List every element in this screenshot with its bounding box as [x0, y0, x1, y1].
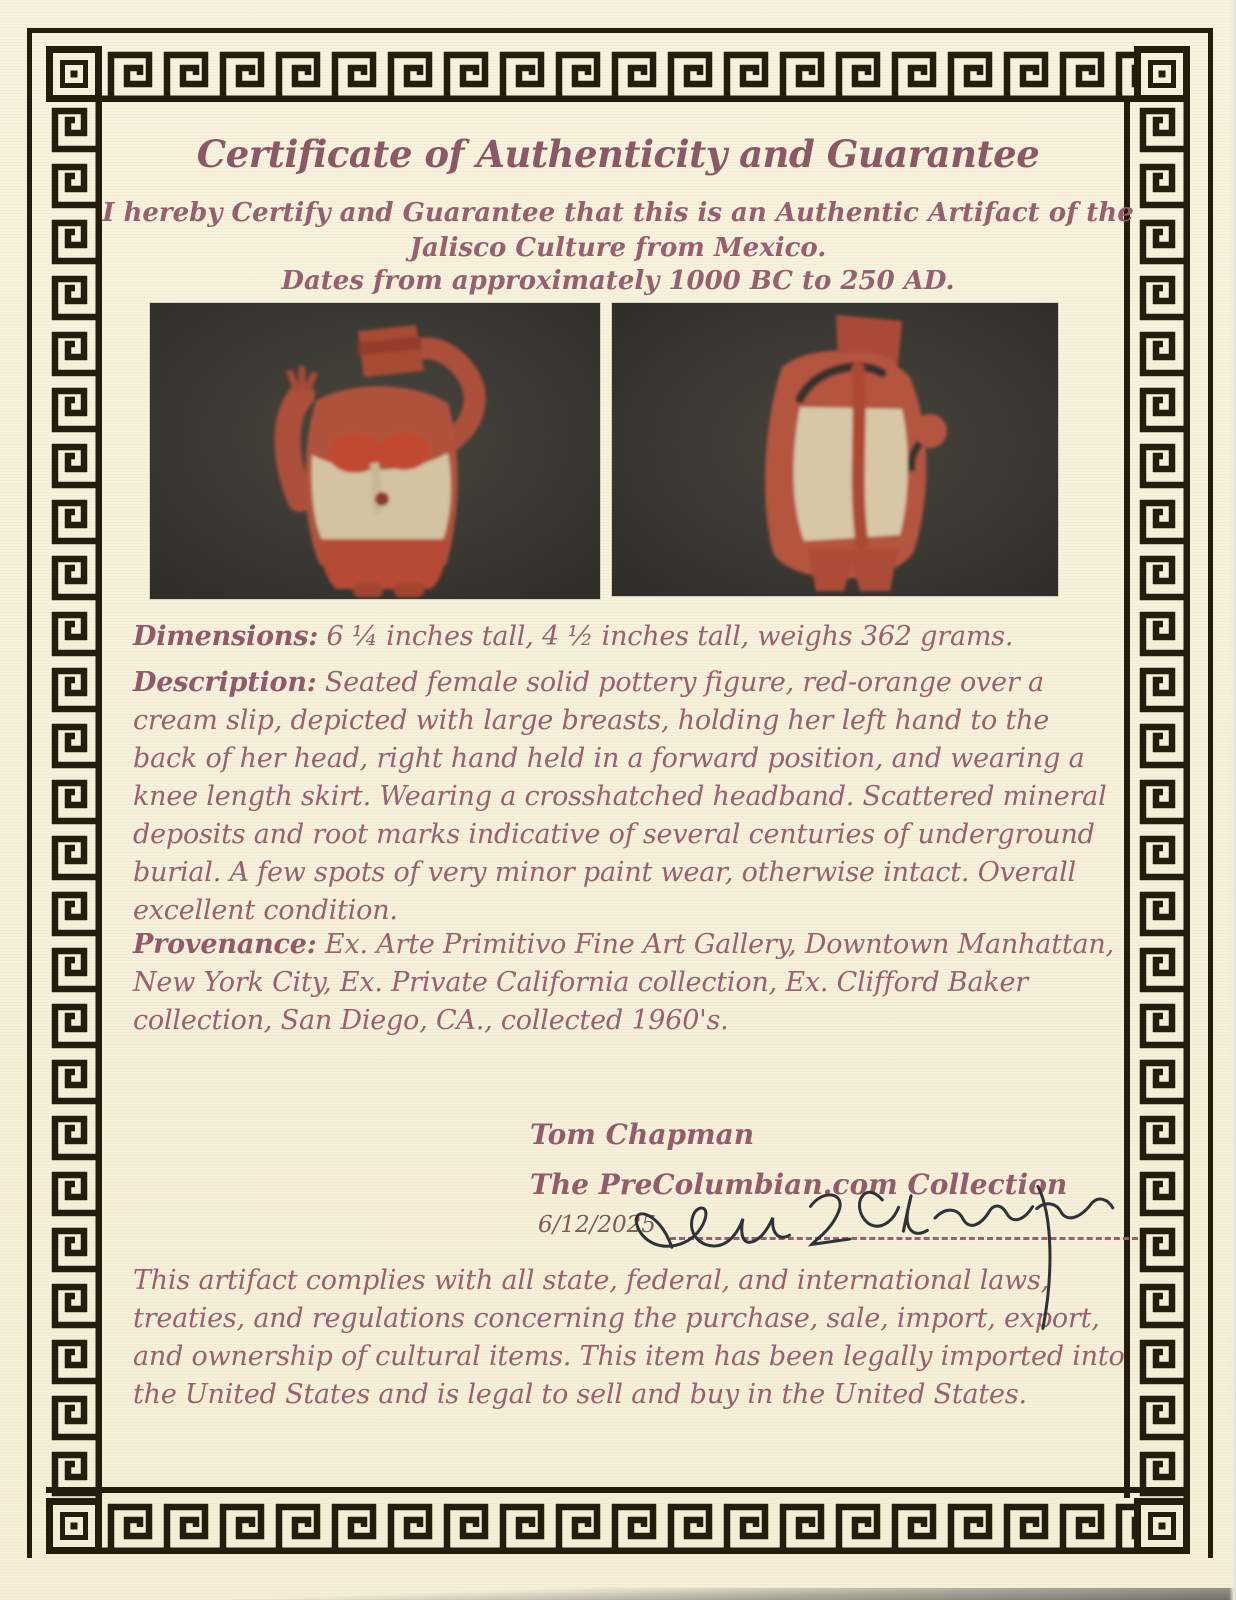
provenance-text: Ex. Arte Primitivo Fine Art Gallery, Downtown Manhattan, New York City, Ex. Private California collection, Ex. Clifford Baker collection, San Diego, CA., collected 1960's.: [133, 929, 1114, 1036]
description-text: Seated female solid pottery figure, red-orange over a cream slip, depicted with large breasts, holding her left hand to the back of her head, right hand held in a forward position, and wearing a knee length skirt. Wearing a crosshatched headband. Scattered mineral deposits and root marks indicative of several centuries of underground burial. A few spots of very minor paint wear, otherwise intact. Overall excellent condition.: [133, 667, 1107, 926]
certify-statement-line: I hereby Certify and Guarantee that this is an Authentic Artifact of the: [102, 198, 1134, 228]
page-title: Certificate of Authenticity and Guarantee: [196, 132, 1040, 176]
provenance-label: Provenance:: [133, 929, 317, 960]
date-signature-row: [538, 1212, 1138, 1240]
collection-name: The PreColumbian.com Collection: [530, 1168, 1068, 1201]
dates-line: Dates from approximately 1000 BC to 250 AD.: [281, 266, 955, 296]
dimensions-paragraph: [133, 618, 1118, 656]
signer-name: Tom Chapman: [530, 1118, 755, 1151]
signature-line: [670, 1217, 1138, 1240]
legal-paragraph: This artifact complies with all state, federal, and international laws, treaties, and regulations concerning the purchase, sale, import, export, and ownership of cultural items. This item has been legally imported into the United States and is legal to sell and buy in the United States.: [133, 1265, 1125, 1410]
provenance-paragraph: [133, 926, 1118, 1040]
description-label: Description:: [133, 667, 317, 698]
artifact-photos: [150, 303, 1058, 599]
artifact-photo-back: [612, 303, 1058, 596]
description-paragraph: [133, 664, 1118, 930]
signature-date: 6/12/2025: [538, 1212, 656, 1238]
artifact-photo-front: [150, 303, 600, 599]
dimensions-text: 6 ¼ inches tall, 4 ½ inches tall, weighs 362 grams.: [318, 621, 1014, 652]
dimensions-label: Dimensions:: [133, 621, 319, 652]
scan-edge-right: [1229, 0, 1236, 1600]
scan-edge-bottom: [0, 1588, 1236, 1600]
culture-line: Jalisco Culture from Mexico.: [409, 233, 827, 263]
